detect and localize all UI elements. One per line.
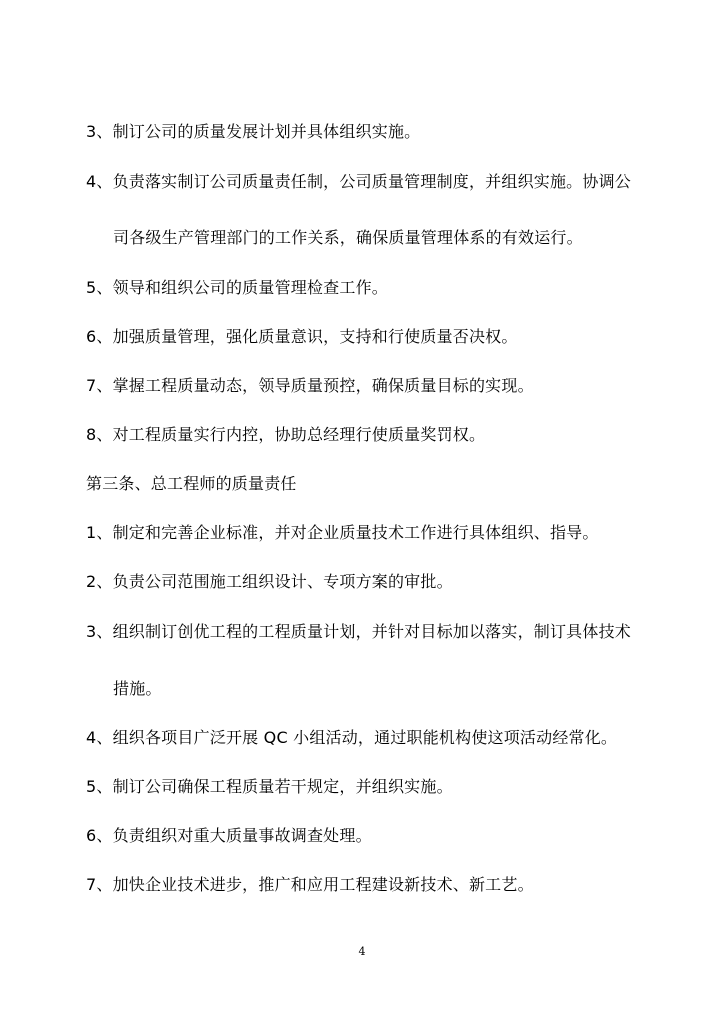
list-item-8: 8、对工程质量实行内控，协助总经理行使质量奖罚权。 <box>86 425 486 444</box>
list-item-3: 3、制订公司的质量发展计划并具体组织实施。 <box>86 122 421 141</box>
list-item-1: 1、制定和完善企业标准，并对企业质量技术工作进行具体组织、指导。 <box>86 523 599 542</box>
list-item-6b: 6、负责组织对重大质量事故调查处理。 <box>86 826 372 845</box>
list-item-2: 2、负责公司范围施工组织设计、专项方案的审批。 <box>86 572 453 591</box>
list-item-5b: 5、制订公司确保工程质量若干规定，并组织实施。 <box>86 777 453 796</box>
list-item-3b-continuation: 措施。 <box>113 679 162 698</box>
list-item-4-continuation: 司各级生产管理部门的工作关系，确保质量管理体系的有效运行。 <box>113 228 583 247</box>
list-item-7: 7、掌握工程质量动态，领导质量预控，确保质量目标的实现。 <box>86 376 534 395</box>
page-number: 4 <box>358 945 366 958</box>
list-item-7b: 7、加快企业技术进步，推广和应用工程建设新技术、新工艺。 <box>86 875 534 894</box>
list-item-4b: 4、组织各项目广泛开展 QC 小组活动，通过职能机构使这项活动经常化。 <box>86 728 618 747</box>
list-item-3b: 3、组织制订创优工程的工程质量计划，并针对目标加以落实，制订具体技术 <box>86 622 631 641</box>
list-item-5: 5、领导和组织公司的质量管理检查工作。 <box>86 278 388 297</box>
list-item-6: 6、加强质量管理，强化质量意识，支持和行使质量否决权。 <box>86 327 518 346</box>
section-heading: 第三条、总工程师的质量责任 <box>86 474 297 493</box>
list-item-4: 4、负责落实制订公司质量责任制，公司质量管理制度，并组织实施。协调公 <box>86 172 631 191</box>
